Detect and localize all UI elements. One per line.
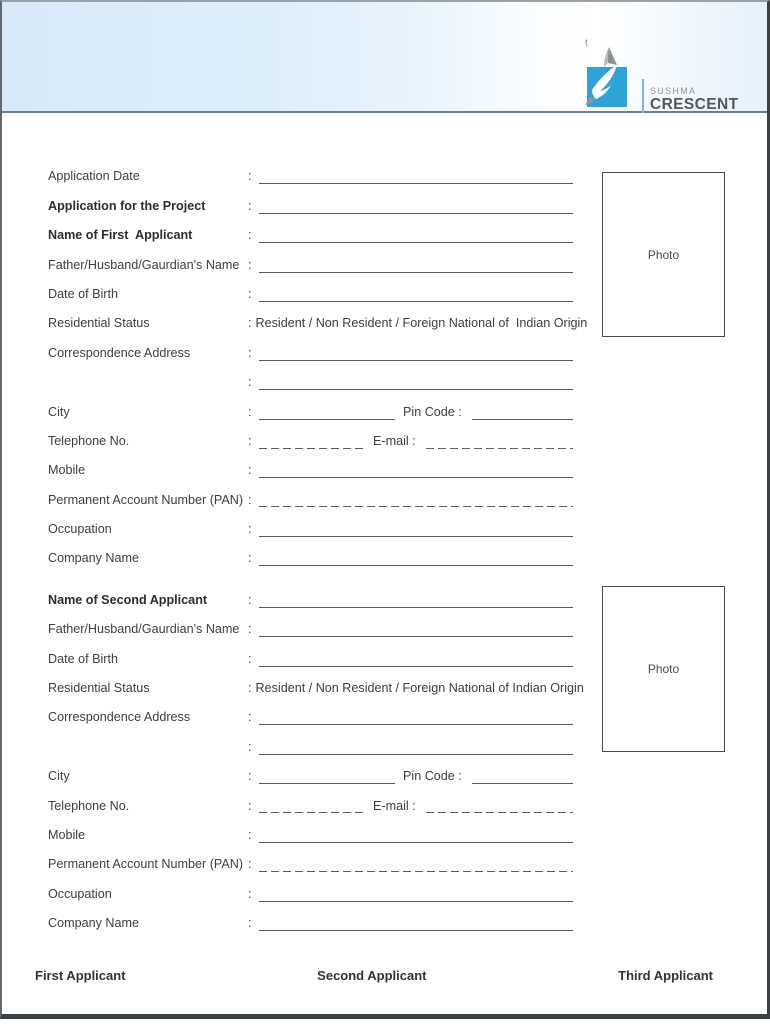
form-row (48, 420, 573, 449)
row-colon: : (248, 710, 252, 725)
row-label: Date of Birth (48, 286, 118, 301)
row-label: Correspondence Address (48, 345, 191, 360)
field-line[interactable] (259, 404, 395, 420)
row-colon: : (248, 651, 252, 666)
row-colon: : (248, 592, 252, 607)
row-label: Company Name (48, 551, 139, 566)
field-line[interactable] (259, 857, 573, 872)
signature-first-applicant: First Applicant (35, 968, 126, 983)
field-line[interactable] (259, 592, 573, 608)
form-row (48, 608, 573, 637)
form-row (48, 155, 573, 184)
form-row (48, 214, 573, 243)
form-row (48, 273, 573, 302)
brand-name (650, 86, 738, 114)
form-row (48, 243, 573, 272)
brand-name-bottom: CRESCENT (650, 95, 739, 113)
field-line[interactable] (259, 799, 365, 814)
field-line[interactable] (259, 768, 395, 784)
form-section-second-applicant (48, 578, 584, 931)
form-row (48, 872, 573, 901)
form-row (48, 331, 573, 360)
row-label: Name of First Applicant (48, 228, 193, 243)
field-line[interactable] (259, 257, 573, 273)
field-line[interactable] (259, 709, 573, 725)
form-row (48, 814, 573, 843)
signature-row (2, 968, 768, 983)
row-label: Telephone No. (48, 433, 130, 448)
row-colon: : (248, 522, 252, 537)
row-colon: : (248, 551, 252, 566)
field-line[interactable] (259, 886, 573, 902)
field-line[interactable] (472, 404, 573, 420)
field-line[interactable] (259, 434, 365, 449)
row-label: Permanent Account Number (PAN) (48, 857, 244, 872)
row-label: Name of Second Applicant (48, 592, 208, 607)
row-colon: : (248, 463, 252, 478)
photo-label: Photo (647, 662, 680, 676)
row-label: City (48, 404, 70, 419)
row-label: Residential Status (48, 316, 150, 331)
row-label: Residential Status (48, 681, 150, 696)
row-colon: : (248, 433, 252, 448)
form-row (48, 696, 573, 725)
row-label: Father/Husband/Gaurdian's Name (48, 257, 240, 272)
form-row (48, 184, 573, 213)
form-row (48, 902, 573, 931)
row-label (48, 389, 248, 390)
row-label: Correspondence Address (48, 710, 191, 725)
logo-divider (642, 79, 644, 113)
form-row (48, 755, 573, 784)
row-label: Father/Husband/Gaurdian's Name (48, 622, 240, 637)
row-colon: : (248, 404, 252, 419)
row-label: Permanent Account Number (PAN) (48, 492, 244, 507)
row-colon: : (248, 345, 252, 360)
row-label: Application for the Project (48, 198, 206, 213)
field-line[interactable] (426, 434, 573, 449)
row-value: Resident / Non Resident / Foreign National of Indian Origin (255, 681, 584, 696)
bird-icon (584, 45, 640, 114)
row-value: Resident / Non Resident / Foreign National of Indian Origin (255, 316, 588, 331)
form-row (48, 843, 573, 872)
field-line[interactable] (259, 227, 573, 243)
row-colon: : (248, 228, 252, 243)
field-line[interactable] (259, 621, 573, 637)
form-row (48, 725, 573, 754)
row-label (48, 754, 248, 755)
form-row (48, 578, 573, 607)
row-label: Application Date (48, 169, 140, 184)
row-colon: : (248, 257, 252, 272)
signature-third-applicant: Third Applicant (618, 968, 713, 983)
row-label: Mobile (48, 827, 86, 842)
form-row (48, 390, 573, 419)
row-colon: : (248, 375, 252, 390)
mid-label: Pin Code : (403, 769, 462, 784)
field-line[interactable] (259, 651, 573, 667)
row-label: Date of Birth (48, 651, 118, 666)
row-colon: : (248, 857, 252, 872)
form-row (48, 361, 573, 390)
row-colon: : (248, 492, 252, 507)
form-row (48, 302, 588, 331)
field-line[interactable] (259, 827, 573, 843)
field-line[interactable] (259, 493, 573, 508)
form-row (48, 478, 573, 507)
row-colon: : (248, 827, 252, 842)
row-colon: : (248, 681, 252, 696)
application-form (48, 155, 588, 931)
row-colon: : (248, 739, 252, 754)
field-line[interactable] (259, 168, 573, 184)
field-line[interactable] (259, 739, 573, 755)
row-label: Mobile (48, 463, 86, 478)
row-colon: : (248, 886, 252, 901)
row-colon: : (248, 286, 252, 301)
row-colon: : (248, 198, 252, 213)
field-line[interactable] (259, 915, 573, 931)
row-colon: : (248, 622, 252, 637)
form-row (48, 784, 573, 813)
row-colon: : (248, 916, 252, 931)
field-line[interactable] (259, 521, 573, 537)
field-line[interactable] (259, 345, 573, 361)
field-line[interactable] (472, 768, 573, 784)
form-row (48, 508, 573, 537)
photo-label: Photo (647, 247, 680, 262)
row-colon: : (248, 798, 252, 813)
brand-name-top: SUSHMA (650, 86, 697, 97)
row-label: Occupation (48, 522, 112, 537)
field-line[interactable] (259, 550, 573, 566)
print-artifact: t (585, 38, 588, 49)
photo-box-first-applicant[interactable] (602, 172, 725, 337)
row-colon: : (248, 169, 252, 184)
row-label: Company Name (48, 916, 139, 931)
field-line[interactable] (259, 198, 573, 214)
row-label: Telephone No. (48, 798, 130, 813)
field-line[interactable] (259, 286, 573, 302)
form-section-first-applicant (48, 155, 588, 566)
form-row (48, 537, 573, 566)
mid-label: E-mail : (373, 798, 416, 813)
row-colon: : (248, 769, 252, 784)
photo-box-second-applicant[interactable] (602, 586, 725, 752)
signature-second-applicant: Second Applicant (317, 968, 427, 983)
form-row (48, 449, 573, 478)
row-label: City (48, 769, 70, 784)
row-colon: : (248, 316, 252, 331)
field-line[interactable] (426, 799, 573, 814)
mid-label: Pin Code : (403, 404, 462, 419)
field-line[interactable] (259, 462, 573, 478)
field-line[interactable] (259, 374, 573, 390)
brand-logo (584, 48, 738, 114)
mid-label: E-mail : (373, 433, 416, 448)
form-row (48, 667, 584, 696)
row-label: Occupation (48, 886, 112, 901)
form-row (48, 637, 573, 666)
